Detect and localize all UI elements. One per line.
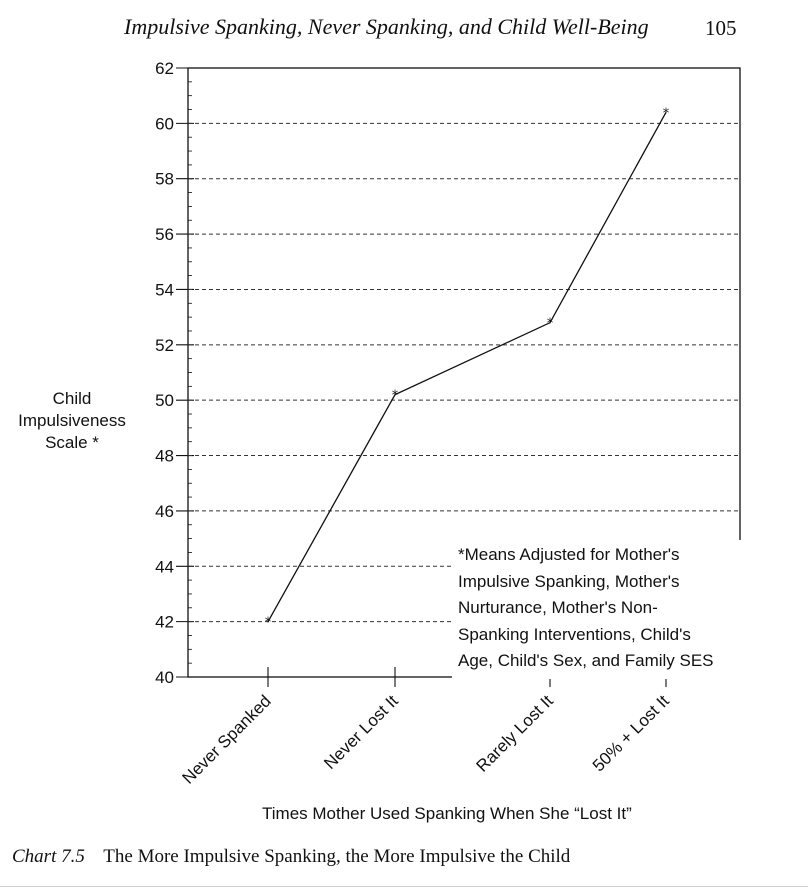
running-head: Impulsive Spanking, Never Spanking, and Child Well-Being	[124, 14, 649, 39]
chart-footnote: *Means Adjusted for Mother's Impulsive Spanking, Mother's Nurturance, Mother's Non- Spanking Interventions, Child's Age, Child's Sex, and Family SES	[452, 540, 752, 679]
x-tick-label: Never Spanked	[178, 691, 275, 788]
caption-label: Chart 7.5	[12, 846, 85, 867]
page-bottom-rule	[0, 886, 808, 887]
y-tick-label: 62	[155, 59, 174, 78]
page-number: 105	[705, 16, 737, 40]
y-tick-label: 50	[155, 391, 174, 411]
data-point-marker: *	[391, 388, 399, 404]
y-tick-label: 60	[155, 114, 174, 134]
y-tick-label: 46	[155, 501, 174, 521]
y-tick-label: 56	[155, 225, 174, 245]
y-tick-label: 48	[155, 446, 174, 466]
data-point-marker: *	[264, 615, 272, 631]
data-point-marker: *	[546, 316, 554, 332]
x-tick-label: Never Lost It	[320, 691, 402, 773]
x-tick-label: Rarely Lost It	[472, 691, 557, 776]
x-axis-label: Times Mother Used Spanking When She “Lost It”	[262, 804, 632, 823]
y-tick-label: 40	[155, 668, 174, 687]
caption-text: The More Impulsive Spanking, the More Impulsive the Child	[103, 846, 571, 867]
x-tick-label: 50% + Lost It	[588, 691, 673, 776]
y-axis-label: Child Impulsiveness Scale *	[18, 389, 126, 452]
y-tick-label: 44	[155, 557, 174, 577]
data-point-marker: *	[662, 106, 670, 122]
chart-caption	[12, 846, 570, 868]
y-tick-label: 54	[155, 280, 174, 300]
y-tick-label: 58	[155, 169, 174, 189]
y-tick-label: 52	[155, 335, 174, 355]
y-tick-label: 42	[155, 612, 174, 632]
